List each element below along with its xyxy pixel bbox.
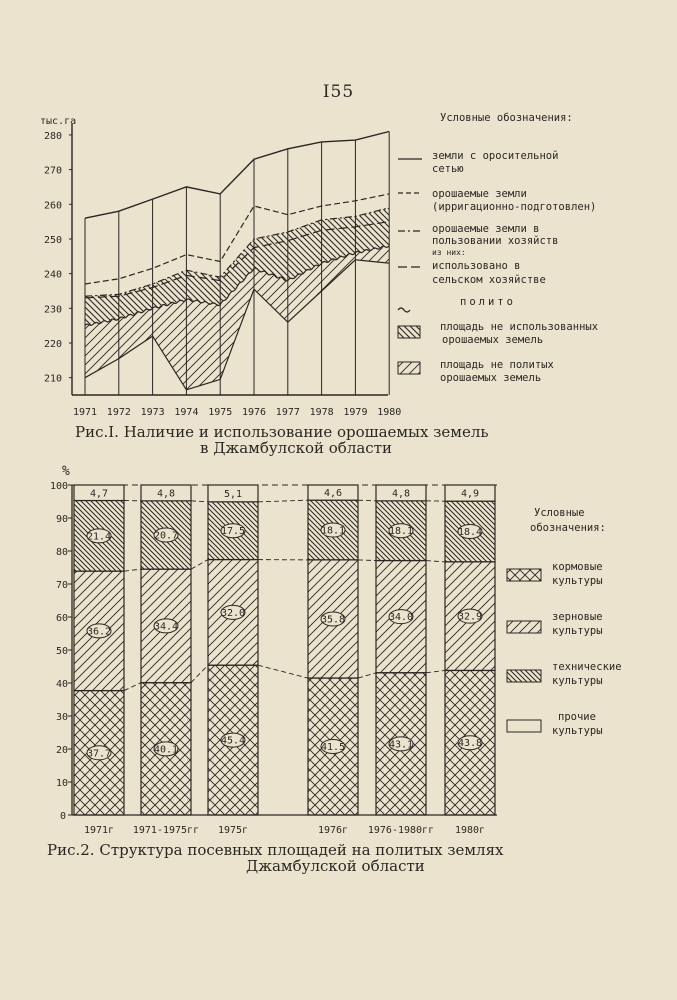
y-tick-label: 240	[44, 269, 63, 281]
fig2-y-tick-label: 80	[56, 547, 69, 558]
bar-value-label-other: 4,7	[89, 488, 109, 500]
bar-value-label-technical: 18.1	[320, 525, 346, 537]
segment-connector	[191, 665, 208, 682]
bar-value-label-grain: 36.2	[86, 626, 112, 638]
legend-item-irrigated-1: орошаемые земли	[432, 188, 527, 200]
bar-value-label-grain: 34.4	[153, 621, 179, 633]
fig2-x-tick-label: 1971-1975гг	[132, 825, 200, 836]
fig2-legend-title-1: Условные	[534, 507, 585, 519]
fig2-y-tick-label: 40	[56, 679, 69, 690]
fig2-x-tick-label: 1980г	[454, 825, 486, 836]
fig1-y-ticks	[44, 131, 72, 385]
fig2-y-tick-label: 70	[56, 580, 69, 591]
fig1-caption-line2: в Джамбулской области	[200, 439, 393, 457]
bar-value-label-fodder: 45.4	[220, 735, 246, 747]
x-tick-label: 1972	[106, 407, 131, 418]
segment-connector	[258, 665, 308, 678]
legend-other-2: культуры	[552, 725, 603, 737]
fig2-caption-line1: Рис.2. Структура посевных площадей на политых землях	[47, 841, 504, 859]
segment-connector	[124, 683, 141, 691]
bar-value-label-other: 4,8	[156, 488, 176, 500]
x-tick-label: 1975	[208, 407, 233, 418]
segment-connector	[124, 569, 141, 571]
series-line-solid	[85, 132, 389, 219]
segment-connector	[426, 670, 445, 672]
fig1-caption-line1: Рис.I. Наличие и использование орошаемых земель	[75, 423, 489, 441]
legend-swatch-grain	[507, 621, 541, 633]
bar-value-label-technical: 18.4	[457, 527, 483, 539]
bar-value-label-technical: 20.7	[153, 530, 179, 542]
legend-item-unused-1: площадь не использованных	[440, 321, 599, 333]
fig1-x-ticks	[73, 407, 401, 418]
bar-value-label-fodder: 43.8	[457, 738, 483, 750]
bar-value-label-technical: 18.1	[388, 526, 414, 538]
legend-item-watered: полито	[460, 296, 516, 308]
legend-technical-1: технические	[552, 661, 622, 673]
y-tick-label: 230	[44, 304, 63, 316]
x-tick-label: 1979	[343, 407, 368, 418]
legend-item-notwatered-1: площадь не политых	[440, 359, 554, 371]
bar-value-label-technical: 17.5	[220, 526, 246, 538]
legend-swatch-other	[507, 720, 541, 732]
fig2-y-tick-label: 60	[56, 613, 69, 624]
fig1-hatched-areas	[85, 208, 389, 390]
bar-value-label-other: 4,6	[323, 488, 343, 500]
legend-fodder-1: кормовые	[552, 561, 603, 573]
bar-value-label-fodder: 37.7	[86, 748, 112, 760]
fig2-x-tick-label: 1971г	[83, 825, 115, 836]
bar-value-label-fodder: 43.1	[388, 739, 414, 751]
x-tick-label: 1977	[275, 407, 300, 418]
legend-item-network-1: земли с оросительной	[432, 150, 559, 162]
fig1-legend	[398, 112, 598, 384]
legend-item-farms-2: пользовании хозяйств	[432, 235, 559, 247]
segment-connector	[358, 673, 376, 678]
fig2-y-tick-label: 0	[60, 811, 67, 822]
fig2-caption-line2: Джамбулской области	[246, 857, 425, 875]
bar-value-label-fodder: 40.1	[153, 744, 179, 756]
fig2-y-tick-label: 50	[56, 646, 69, 657]
segment-connector	[358, 500, 376, 501]
fig1-y-unit: тыс.га	[40, 116, 77, 127]
legend-swatch-technical	[507, 670, 541, 682]
legend-item-notwatered-2: орошаемых земель	[440, 372, 542, 384]
bar-value-label-other: 5,1	[223, 488, 243, 500]
y-tick-label: 220	[44, 338, 63, 350]
x-tick-label: 1974	[174, 407, 199, 418]
segment-connector	[358, 560, 376, 561]
y-tick-label: 280	[44, 130, 63, 142]
bar-value-label-grain: 32.9	[457, 611, 483, 623]
legend-item-of-them: из них:	[432, 248, 466, 257]
fig1-legend-title: Условные обозначения:	[440, 112, 573, 124]
bar-value-label-grain: 32.0	[220, 607, 246, 619]
fig2-y-tick-label: 30	[56, 712, 69, 723]
fig2-legend	[507, 507, 622, 737]
x-tick-label: 1980	[377, 407, 402, 418]
legend-item-used-2: сельском хозяйстве	[432, 274, 546, 286]
legend-swatch-not-watered	[398, 362, 420, 374]
fig2-x-tick-label: 1976-1980гг	[367, 825, 435, 836]
legend-fodder-2: культуры	[552, 575, 603, 587]
bar-value-label-other: 4,8	[391, 488, 411, 500]
bar-value-label-fodder: 41.5	[320, 742, 346, 754]
legend-grain-1: зерновые	[552, 611, 603, 623]
figure-2-stacked-bar-chart	[47, 464, 622, 875]
legend-item-irrigated-2: (ирригационно-подготовлен)	[432, 201, 597, 213]
legend-item-network-2: сетью	[432, 163, 464, 175]
fig2-bars	[74, 485, 495, 815]
legend-item-used-1: использовано в	[432, 260, 521, 272]
legend-grain-2: культуры	[552, 625, 603, 637]
figure-1-line-chart	[40, 112, 598, 457]
bar-value-label-other: 4,9	[460, 488, 480, 500]
segment-connector	[426, 561, 445, 562]
fig2-y-tick-label: 10	[56, 778, 69, 789]
legend-technical-2: культуры	[552, 675, 603, 687]
x-tick-label: 1978	[309, 407, 334, 418]
fig2-y-tick-label: 20	[56, 745, 69, 756]
bar-value-label-grain: 34.0	[388, 612, 414, 624]
y-tick-label: 260	[44, 200, 63, 212]
fig2-y-tick-label: 100	[50, 481, 69, 492]
y-tick-label: 250	[44, 234, 63, 246]
fig2-y-tick-label: 90	[56, 514, 69, 525]
y-tick-label: 270	[44, 165, 63, 177]
fig2-x-tick-label: 1976г	[317, 825, 349, 836]
fig2-legend-title-2: обозначения:	[530, 522, 606, 534]
fig2-x-tick-label: 1975г	[217, 825, 249, 836]
legend-other-1: прочие	[558, 711, 596, 723]
legend-wavy-line-sample	[398, 308, 410, 312]
fig2-y-unit: %	[62, 464, 70, 479]
legend-swatch-fodder	[507, 569, 541, 581]
bar-value-label-grain: 35.8	[320, 614, 346, 626]
x-tick-label: 1971	[73, 407, 98, 418]
page-number: I55	[322, 82, 355, 102]
segment-connector	[258, 500, 308, 502]
bar-value-label-technical: 21.4	[86, 531, 112, 543]
legend-swatch-unused	[398, 326, 420, 338]
x-tick-label: 1973	[140, 407, 165, 418]
x-tick-label: 1976	[242, 407, 267, 418]
segment-connector	[191, 560, 208, 570]
legend-item-farms-1: орошаемые земли в	[432, 223, 540, 235]
segment-connector	[191, 501, 208, 502]
fig2-x-ticks	[84, 825, 485, 836]
y-tick-label: 210	[44, 373, 63, 385]
legend-item-unused-2: орошаемых земель	[442, 334, 544, 346]
